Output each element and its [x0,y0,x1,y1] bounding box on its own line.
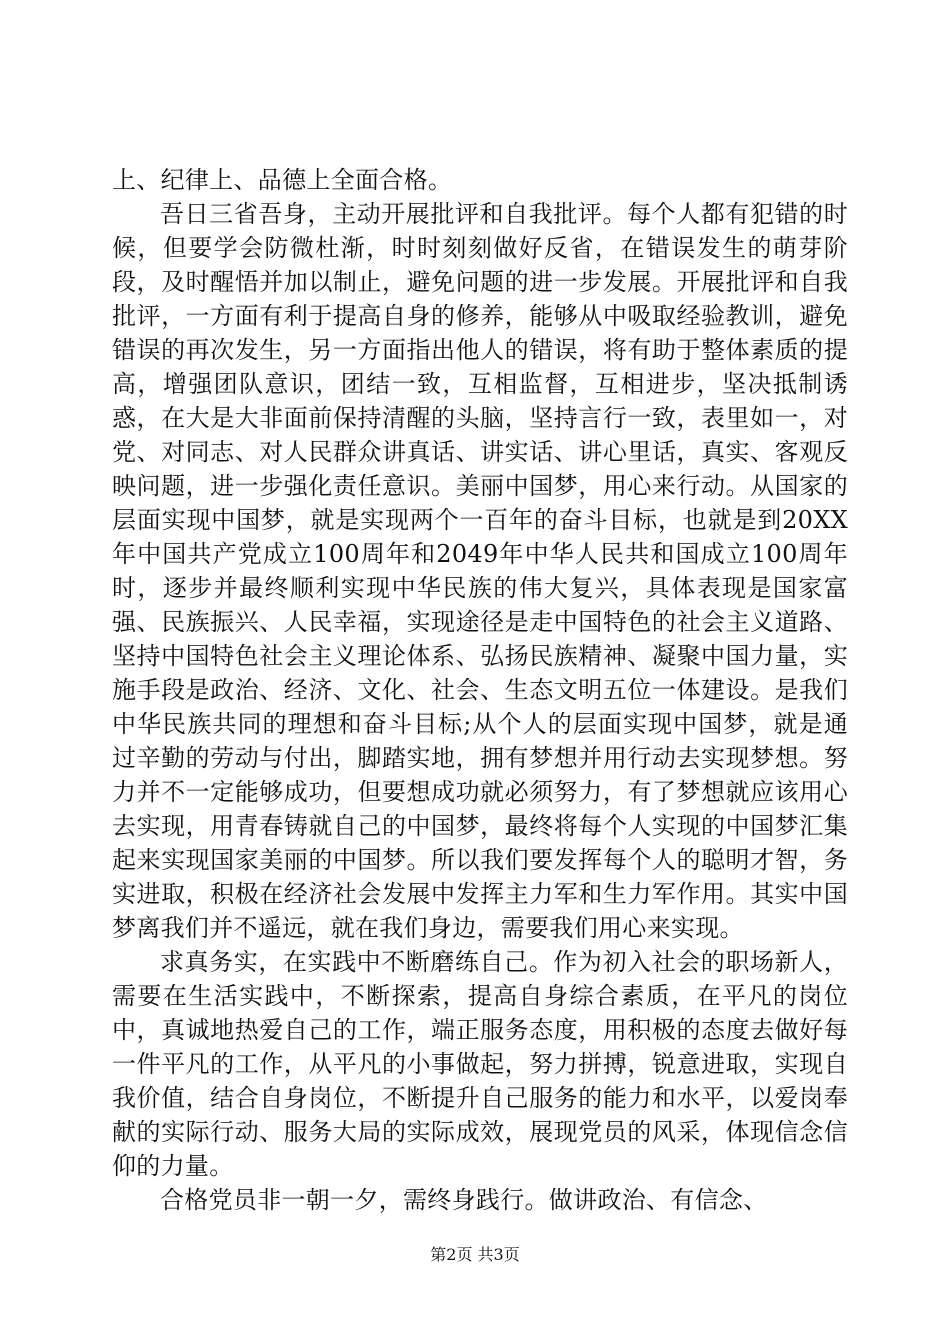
paragraph-1: 上、纪律上、品德上全面合格。 [112,166,453,194]
paragraph-3: 求真务实，在实践中不断磨练自己。作为初入社会的职场新人，需要在生活实践中，不断探索，提高自身综合素质，在平凡的岗位中，真诚地热爱自己的工作，端正服务态度，用积极的态度去做好每一件平凡的工作，从平凡的小事做起，努力拼搏，锐意进取，实现自我价值，结合自身岗位，不断提升自己服务的能力和水平，以爱岗奉献的实际行动、服务大局的实际成效，展现党员的风采，体现信念信仰的力量。 [112,948,848,1180]
page-footer: 第2页 共3页 [430,1245,520,1264]
document-body [112,163,848,1217]
paragraph-4: 合格党员非一朝一夕，需终身践行。做讲政治、有信念、 [160,1186,768,1214]
paragraph-2: 吾日三省吾身，主动开展批评和自我批评。每个人都有犯错的时候，但要学会防微杜渐，时时刻刻做好反省，在错误发生的萌芽阶段，及时醒悟并加以制止，避免问题的进一步发展。开展批评和自我批评，一方面有利于提高自身的修养，能够从中吸取经验教训，避免错误的再次发生，另一方面指出他人的错误，将有助于整体素质的提高，增强团队意识，团结一致，互相监督，互相进步，坚决抵制诱惑，在大是大非面前保持清醒的头脑，坚持言行一致，表里如一，对党、对同志、对人民群众讲真话、讲实话、讲心里话，真实、客观反映问题，进一步强化责任意识。美丽中国梦，用心来行动。从国家的层面实现中国梦，就是实现两个一百年的奋斗目标，也就是到20XX年中国共产党成立100周年和2049年中华人民共和国成立100周年时，逐步并最终顺利实现中华民族的伟大复兴，具体表现是国家富强、民族振兴、人民幸福，实现途径是走中国特色的社会主义道路、坚持中国特色社会主义理论体系、弘扬民族精神、凝聚中国力量，实施手段是政治、经济、文化、社会、生态文明五位一体建设。是我们中华民族共同的理想和奋斗目标;从个人的层面实现中国梦，就是通过辛勤的劳动与付出，脚踏实地，拥有梦想并用行动去实现梦想。努力并不一定能够成功，但要想成功就必须努力，有了梦想就应该用心去实现，用青春铸就自己的中国梦，最终将每个人实现的中国梦汇集起来实现国家美丽的中国梦。所以我们要发挥每个人的聪明才智，务实进取，积极在经济社会发展中发挥主力军和生力军作用。其实中国梦离我们并不遥远，就在我们身边，需要我们用心来实现。 [112,200,848,942]
